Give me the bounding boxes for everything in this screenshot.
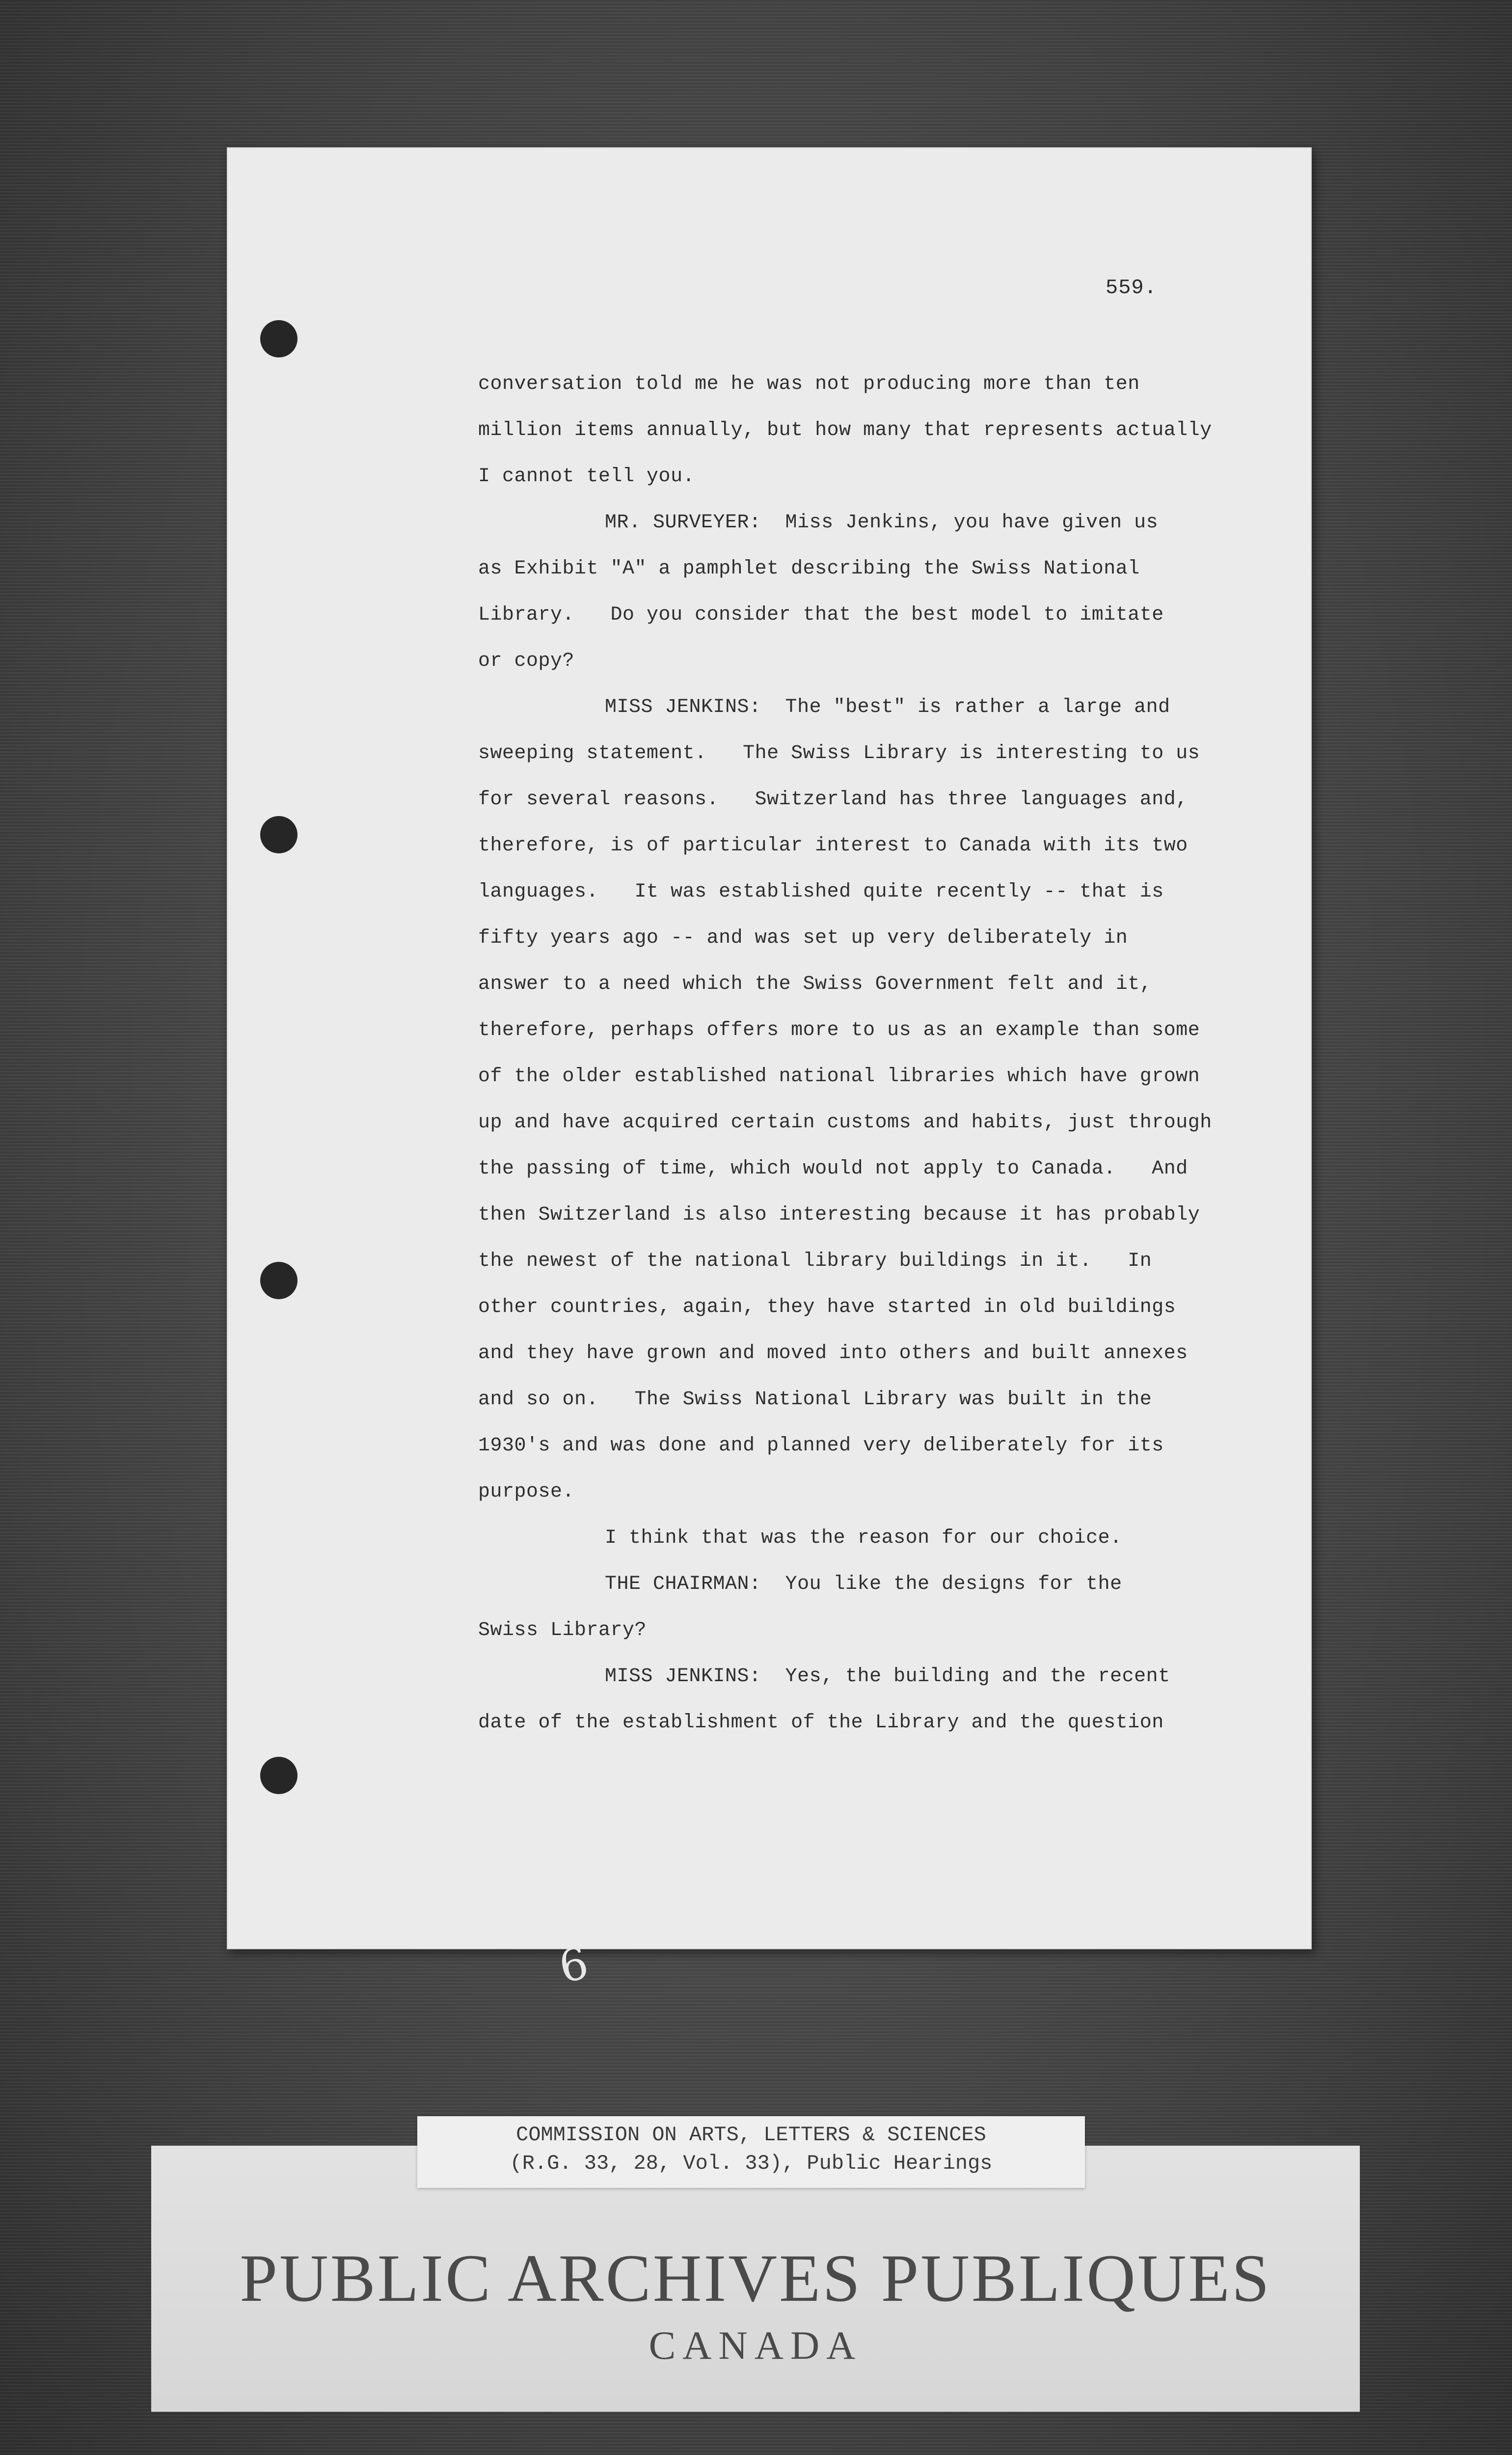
text-line: the newest of the national library buildings in it. In (478, 1250, 1152, 1272)
transcript-body (478, 361, 1244, 1746)
text-line: MISS JENKINS: Yes, the building and the recent (605, 1665, 1170, 1688)
punch-hole-1 (260, 320, 297, 357)
text-line: or copy? (478, 650, 575, 672)
handwritten-mark: 6 (554, 1937, 593, 1993)
text-line: THE CHAIRMAN: You like the designs for the (605, 1573, 1122, 1595)
text-line: date of the establishment of the Library and the question (478, 1712, 1164, 1734)
text-line: sweeping statement. The Swiss Library is interesting to us (478, 742, 1200, 764)
archives-subtitle: CANADA (648, 2323, 863, 2368)
text-line: languages. It was established quite recently -- that is (478, 881, 1164, 903)
text-line: and they have grown and moved into others and built annexes (478, 1342, 1188, 1364)
text-line: for several reasons. Switzerland has three languages and, (478, 789, 1188, 811)
collection-label (417, 2116, 1085, 2188)
text-line: other countries, again, they have started in old buildings (478, 1296, 1176, 1318)
text-line: Library. Do you consider that the best model to imitate (478, 604, 1164, 626)
text-line: therefore, is of particular interest to Canada with its two (478, 835, 1188, 857)
text-line: MR. SURVEYER: Miss Jenkins, you have given us (605, 512, 1159, 534)
collection-label-line-2: (R.G. 33, 28, Vol. 33), Public Hearings (510, 2152, 993, 2175)
text-line: conversation told me he was not producing more than ten (478, 373, 1140, 395)
text-line: I cannot tell you. (478, 465, 695, 488)
punch-hole-2 (260, 816, 297, 853)
text-line: fifty years ago -- and was set up very deliberately in (478, 927, 1128, 949)
text-line: up and have acquired certain customs and habits, just through (478, 1112, 1212, 1134)
collection-label-line-1: COMMISSION ON ARTS, LETTERS & SCIENCES (516, 2123, 986, 2147)
text-line: then Switzerland is also interesting because it has probably (478, 1204, 1200, 1226)
punch-hole-4 (260, 1757, 297, 1794)
text-line: 1930's and was done and planned very deliberately for its (478, 1435, 1164, 1457)
text-line: I think that was the reason for our choice. (605, 1527, 1122, 1549)
text-line: the passing of time, which would not apply to Canada. And (478, 1158, 1188, 1180)
archives-title: PUBLIC ARCHIVES PUBLIQUES (240, 2240, 1271, 2316)
text-line: purpose. (478, 1481, 575, 1503)
text-line: therefore, perhaps offers more to us as an example than some (478, 1019, 1200, 1041)
text-line: and so on. The Swiss National Library was built in the (478, 1389, 1152, 1411)
punch-hole-3 (260, 1262, 297, 1299)
text-line: as Exhibit "A" a pamphlet describing the Swiss National (478, 558, 1140, 580)
text-line: million items annually, but how many that represents actually (478, 419, 1212, 441)
text-line: Swiss Library? (478, 1619, 647, 1641)
text-line: MISS JENKINS: The "best" is rather a large and (605, 696, 1170, 718)
text-line: answer to a need which the Swiss Government felt and it, (478, 973, 1152, 995)
text-line: of the older established national libraries which have grown (478, 1065, 1200, 1088)
page-number: 559. (1106, 276, 1157, 300)
document-page (227, 147, 1312, 1949)
